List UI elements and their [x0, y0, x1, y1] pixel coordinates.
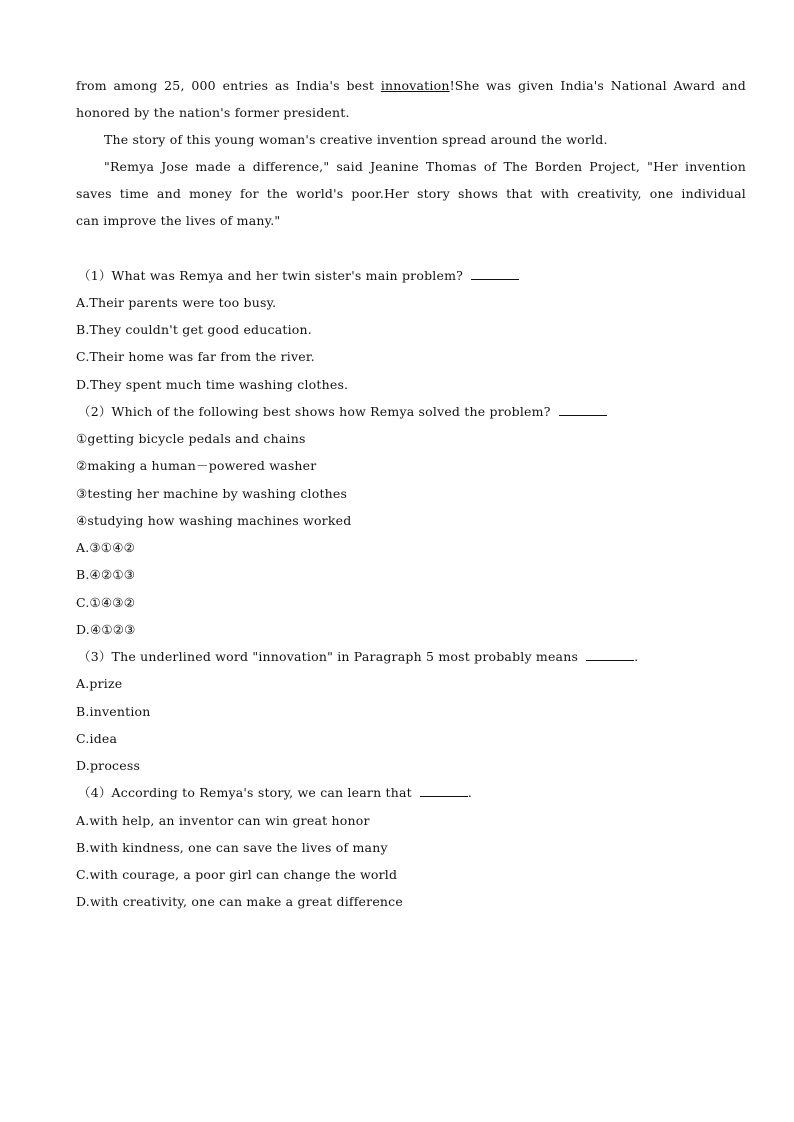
option: D.④①②③	[76, 622, 136, 637]
question-1-stem	[78, 268, 748, 284]
step-item: ①getting bicycle pedals and chains	[76, 431, 306, 446]
question-end: .	[634, 649, 639, 664]
step-item: ④studying how washing machines worked	[76, 513, 352, 528]
answer-blank	[586, 649, 634, 661]
passage-p2: The story of this young woman's creative invention spread around the world.	[104, 132, 608, 147]
option: A.Their parents were too busy.	[76, 295, 277, 310]
question-text: （4）According to Remya's story, we can learn that	[78, 785, 412, 800]
option: A.③①④②	[76, 540, 136, 555]
passage-text: !She was given India's National Award and	[449, 78, 746, 93]
step-item: ③testing her machine by washing clothes	[76, 486, 348, 501]
passage-text: from among 25, 000 entries as India's best	[76, 78, 381, 93]
question-text: （1）What was Remya and her twin sister's main problem?	[78, 268, 464, 283]
passage-p1-line1	[76, 78, 746, 94]
option: B.invention	[76, 704, 151, 719]
option: D.process	[76, 758, 141, 773]
option: C.①④③②	[76, 595, 136, 610]
passage-p3-line3: can improve the lives of many."	[76, 213, 281, 228]
question-4-stem	[78, 785, 748, 801]
question-text: （3）The underlined word "innovation" in Paragraph 5 most probably means	[78, 649, 579, 664]
underlined-word: innovation	[380, 78, 450, 93]
step-item: ②making a human－powered washer	[76, 458, 317, 473]
option: A.prize	[76, 676, 123, 691]
question-2-stem	[78, 404, 748, 420]
question-end: .	[467, 785, 473, 800]
question-3-stem	[78, 649, 748, 665]
option: D.They spent much time washing clothes.	[76, 377, 349, 392]
answer-blank	[559, 404, 607, 416]
option: B.with kindness, one can save the lives of many	[76, 840, 388, 855]
option: C.with courage, a poor girl can change the world	[76, 867, 398, 882]
answer-blank	[420, 785, 468, 797]
passage-p1-line2: honored by the nation's former president.	[76, 105, 350, 120]
passage-p3-line2: saves time and money for the world's poor.Her story shows that with creativity, one individual	[76, 186, 746, 201]
option: C.idea	[76, 731, 118, 746]
question-text: （2）Which of the following best shows how Remya solved the problem?	[78, 404, 551, 419]
option: C.Their home was far from the river.	[76, 349, 315, 364]
answer-blank	[471, 268, 519, 280]
passage-p3-line1: "Remya Jose made a difference," said Jeanine Thomas of The Borden Project, "Her invention	[104, 159, 746, 174]
option: D.with creativity, one can make a great difference	[76, 894, 403, 909]
option: A.with help, an inventor can win great honor	[76, 813, 370, 828]
option: B.④②①③	[76, 567, 136, 582]
option: B.They couldn't get good education.	[76, 322, 312, 337]
